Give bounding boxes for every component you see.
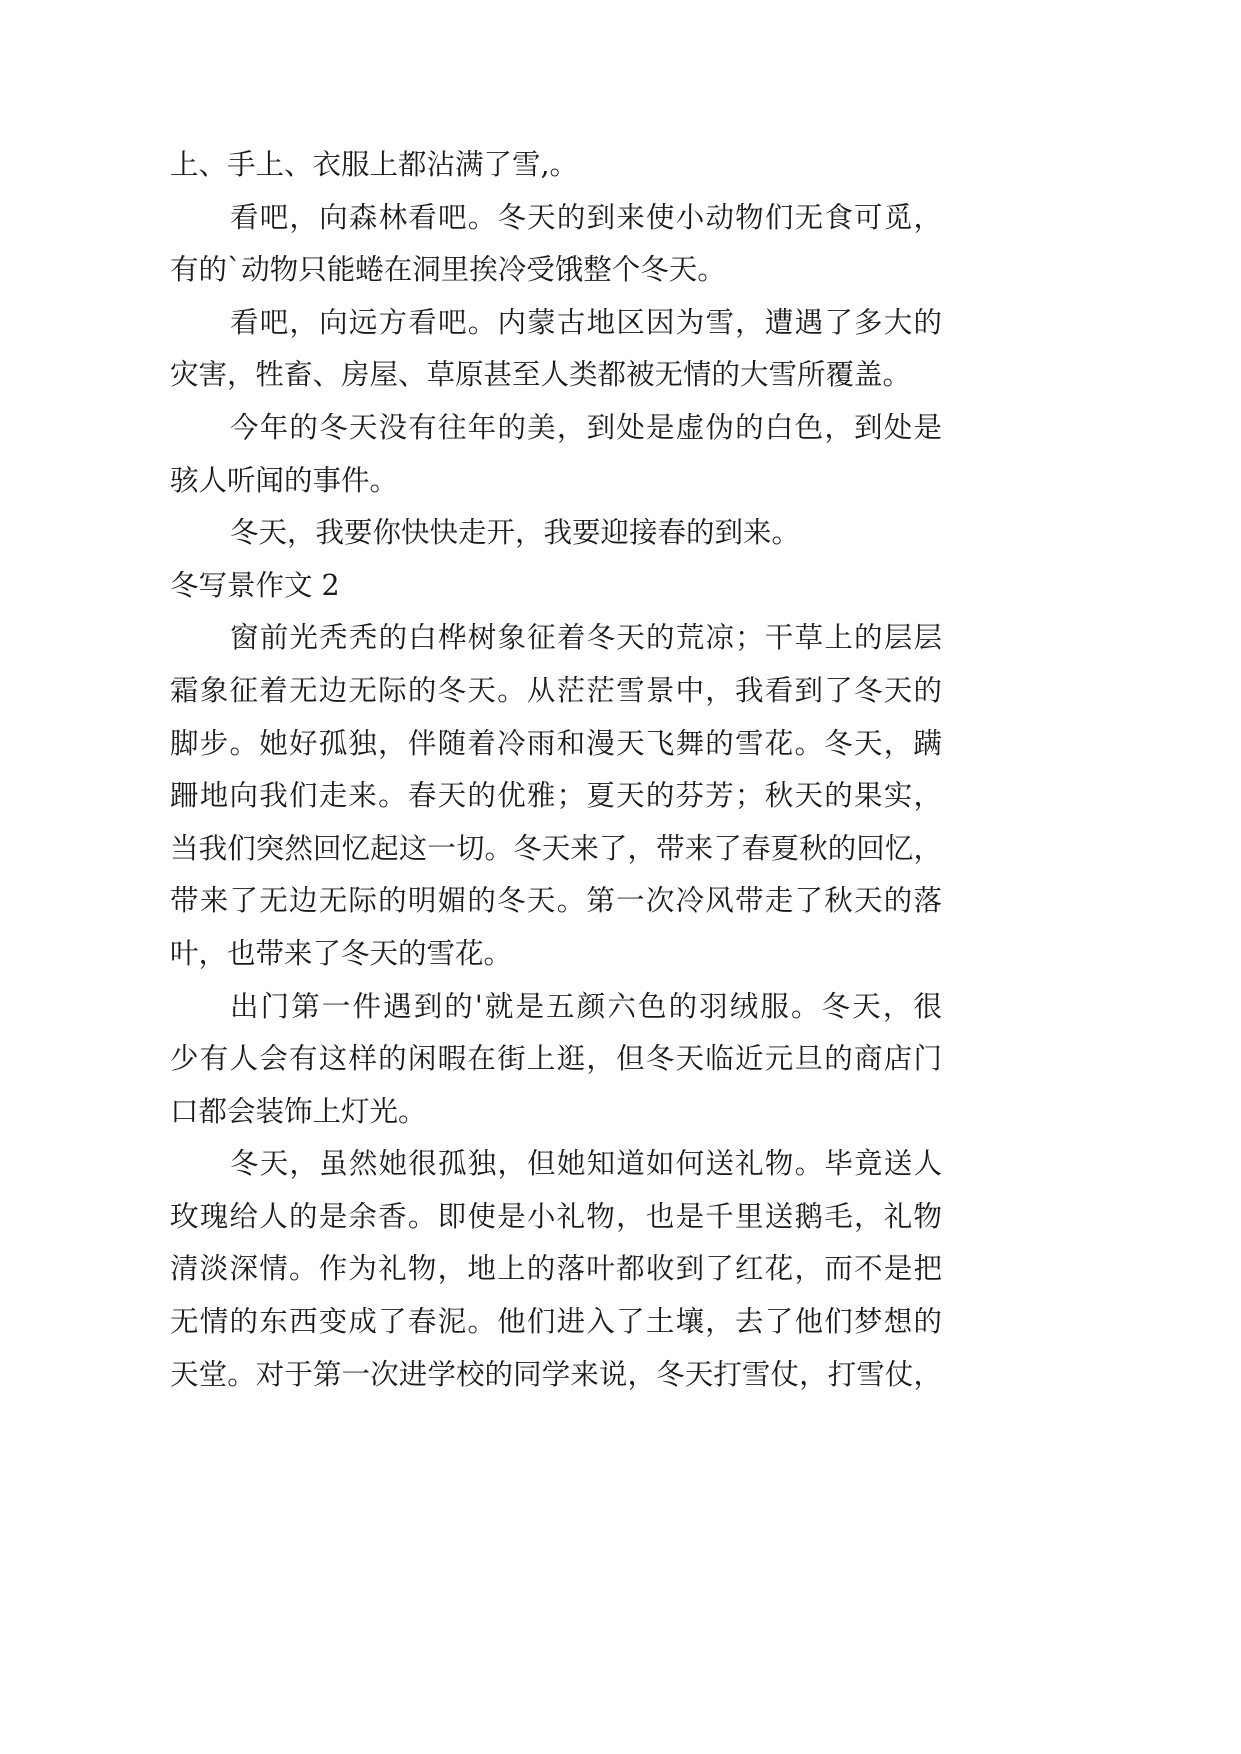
paragraph-line: 冬天，虽然她很孤独，但她知道如何送礼物。毕竟送人 bbox=[230, 1147, 942, 1181]
paragraph-line: 清淡深情。作为礼物，地上的落叶都收到了红花，而不是把 bbox=[170, 1252, 942, 1286]
paragraph bbox=[170, 1138, 942, 1401]
paragraph-line: 带来了无边无际的明媚的冬天。第一次冷风带走了秋天的落 bbox=[170, 884, 942, 918]
paragraph-line: 看吧，向远方看吧。内蒙古地区因为雪，遭遇了多大的 bbox=[230, 305, 942, 339]
essay-body bbox=[170, 139, 942, 1401]
paragraph bbox=[170, 297, 942, 402]
paragraph-line: 玫瑰给人的是余香。即使是小礼物，也是千里送鹅毛，礼物 bbox=[170, 1199, 942, 1233]
paragraph-line: 窗前光秃秃的白桦树象征着冬天的荒凉；干草上的层层 bbox=[230, 621, 942, 655]
paragraph-line: 骇人听闻的事件。 bbox=[170, 463, 399, 497]
paragraph-line: 当我们突然回忆起这一切。冬天来了，带来了春夏秋的回忆， bbox=[170, 831, 942, 865]
paragraph-line: 今年的冬天没有往年的美，到处是虚伪的白色，到处是 bbox=[230, 410, 942, 444]
paragraph-line: 少有人会有这样的闲暇在街上逛，但冬天临近元旦的商店门 bbox=[170, 1042, 942, 1076]
paragraph-line: 口都会装饰上灯光。 bbox=[170, 1094, 427, 1128]
paragraph-line: 上、手上、衣服上都沾满了雪,。 bbox=[170, 148, 579, 181]
paragraph-line: 天堂。对于第一次进学校的同学来说，冬天打雪仗，打雪仗， bbox=[170, 1357, 942, 1391]
section-heading: 冬写景作文 2 bbox=[170, 568, 340, 602]
paragraph bbox=[170, 139, 942, 192]
paragraph-line: 灾害，牲畜、房屋、草原甚至人类都被无情的大雪所覆盖。 bbox=[170, 358, 912, 392]
paragraph bbox=[170, 402, 942, 507]
paragraph-line: 出门第一件遇到的'就是五颜六色的羽绒服。冬天，很 bbox=[230, 989, 942, 1023]
paragraph-line: 无情的东西变成了春泥。他们进入了土壤，去了他们梦想的 bbox=[170, 1305, 942, 1339]
paragraph-line: 脚步。她好孤独，伴随着冷雨和漫天飞舞的雪花。冬天，蹒 bbox=[170, 726, 942, 760]
paragraph bbox=[170, 507, 942, 560]
paragraph-line: 冬天，我要你快快走开，我要迎接春的到来。 bbox=[230, 516, 801, 550]
paragraph-line: 叶，也带来了冬天的雪花。 bbox=[170, 936, 513, 970]
paragraph-line: 有的`动物只能蜷在洞里挨冷受饿整个冬天。 bbox=[170, 253, 726, 287]
paragraph-line: 跚地向我们走来。春天的优雅；夏天的芬芳；秋天的果实， bbox=[170, 779, 942, 813]
paragraph-line: 看吧，向森林看吧。冬天的到来使小动物们无食可觅， bbox=[230, 200, 942, 234]
paragraph-line: 霜象征着无边无际的冬天。从茫茫雪景中，我看到了冬天的 bbox=[170, 673, 942, 707]
paragraph bbox=[170, 981, 942, 1139]
paragraph bbox=[170, 192, 942, 297]
paragraph bbox=[170, 612, 942, 980]
section-heading-block bbox=[170, 560, 942, 613]
